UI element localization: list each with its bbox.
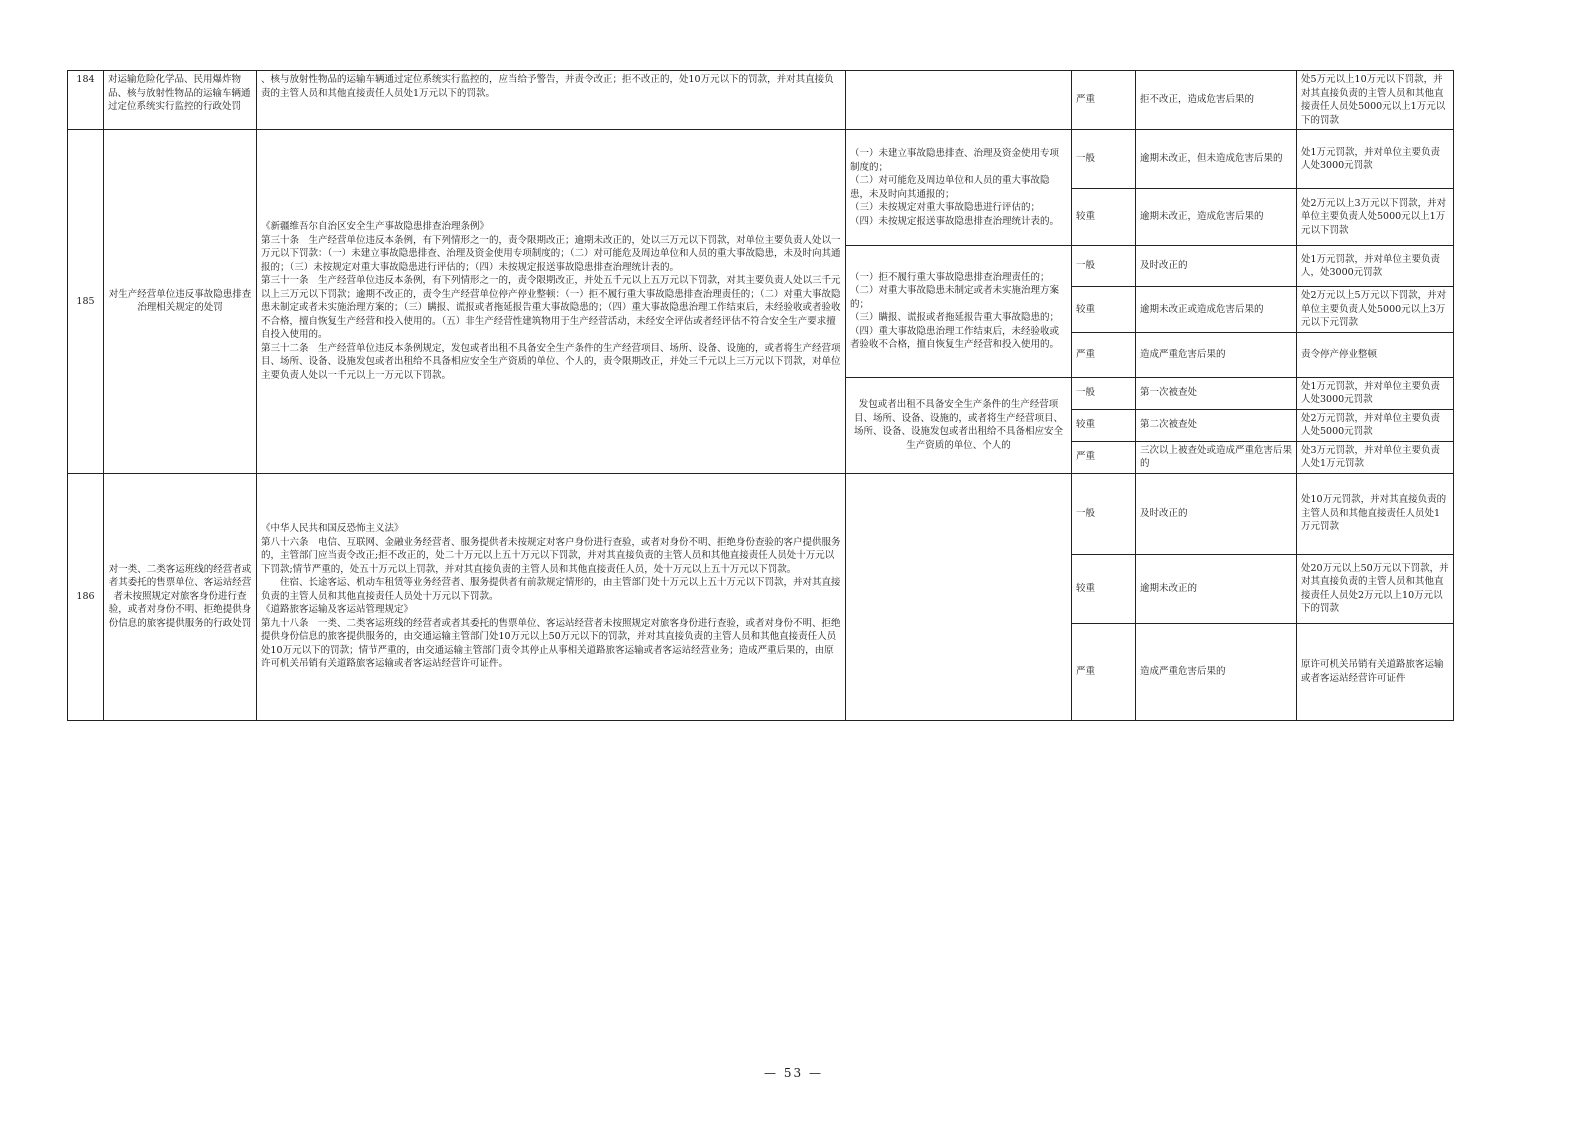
page-number: — 53 — <box>764 1066 823 1080</box>
violation-condition: （一）未建立事故隐患排查、治理及资金使用专项制度的； （二）对可能危及周边单位和人员的重大事故隐患，未及时向其通报的； （三）未按规定对重大事故隐患进行评估的； （四）未按规定报送事故隐患排查治理统计表的。 <box>846 130 1072 246</box>
row-number: 185 <box>68 130 104 474</box>
table-row-185 <box>68 130 1454 189</box>
legal-basis <box>257 473 846 720</box>
severity-level: 一般 <box>1072 377 1136 409</box>
penalty-standard: 原许可机关吊销有关道路旅客运输或者客运站经营许可证件 <box>1297 623 1454 720</box>
law-article: 第八十六条 电信、互联网、金融业务经营者、服务提供者未按规定对客户身份进行查验，或者对身份不明、拒绝身份查验的客户提供服务的，主管部门应当责令改正;拒不改正的，处二十万元以上五十万元以下罚款，并对其直接负责的主管人员和其他直接责任人员处十万元以下罚款;情节严重的，处五十万元以上罚款，并对其直接负责的主管人员和其他直接责任人员，处十万元以上五十万元以下罚款。 <box>261 536 841 575</box>
violation-condition <box>846 473 1072 720</box>
legal-basis <box>257 130 846 474</box>
severity-level: 一般 <box>1072 130 1136 189</box>
circumstance: 第一次被查处 <box>1136 377 1297 409</box>
circumstance: 造成严重危害后果的 <box>1136 623 1297 720</box>
circumstance: 逾期未改正，但未造成危害后果的 <box>1136 130 1297 189</box>
severity-level: 严重 <box>1072 332 1136 377</box>
severity-level: 严重 <box>1072 441 1136 473</box>
violation-condition: （一）拒不履行重大事故隐患排查治理责任的； （二）对重大事故隐患未制定或者未实施治理方案的； （三）瞒报、谎报或者拖延报告重大事故隐患的； （四）重大事故隐患治理工作结束后，未经验收或者验收不合格，擅自恢复生产经营和投入使用的。 <box>846 246 1072 378</box>
severity-level: 较重 <box>1072 287 1136 333</box>
circumstance: 拒不改正，造成危害后果的 <box>1136 71 1297 130</box>
law-article: 第三十二条 生产经营单位违反本条例规定，发包或者出租不具备安全生产条件的生产经营项目、场所、设备、设施的，或者将生产经营项目、场所、设备、设施发包或者出租给不具备相应安全生产资质的单位、个人的，责令限期改正，并处三千元以上三万元以下罚款，对单位主要负责人处以一千元以上一万元以下罚款。 <box>261 342 841 381</box>
severity-level: 较重 <box>1072 189 1136 246</box>
severity-level: 严重 <box>1072 71 1136 130</box>
severity-level: 一般 <box>1072 246 1136 287</box>
severity-level: 一般 <box>1072 473 1136 554</box>
penalty-standard: 处1万元罚款，并对单位主要负责人，处3000元罚款 <box>1297 246 1454 287</box>
penalty-standard: 处2万元以上3万元以下罚款，并对单位主要负责人处5000元以上1万元以下罚款 <box>1297 189 1454 246</box>
circumstance: 三次以上被查处或造成严重危害后果的 <box>1136 441 1297 473</box>
penalty-standard: 处2万元以上5万元以下罚款，并对单位主要负责人处5000元以上3万元以下元罚款 <box>1297 287 1454 333</box>
circumstance: 及时改正的 <box>1136 246 1297 287</box>
law-article: 第三十一条 生产经营单位违反本条例，有下列情形之一的，责令限期改正，并处五千元以上五万元以下罚款，对其主要负责人处以三千元以上三万元以下罚款；逾期不改正的，责令生产经营单位停产停业整顿：（一）拒不履行重大事故隐患排查治理责任的；（二）对重大事故隐患未制定或者未实施治理方案的；（三）瞒报、谎报或者拖延报告重大事故隐患的；（四）重大事故隐患治理工作结束后，未经验收或者验收不合格，擅自恢复生产经营和投入使用的。（五）非生产经营性建筑物用于生产经营活动，未经安全评估或者经评估不符合安全生产要求擅自投入使用的。 <box>261 275 841 341</box>
row-number: 184 <box>68 71 104 130</box>
circumstance: 及时改正的 <box>1136 473 1297 554</box>
violation-condition <box>846 71 1072 130</box>
penalty-standard: 处10万元罚款，并对其直接负责的主管人员和其他直接责任人员处1万元罚款 <box>1297 473 1454 554</box>
severity-level: 较重 <box>1072 409 1136 441</box>
law-title: 《中华人民共和国反恐怖主义法》 <box>261 523 404 535</box>
penalty-standard: 处20万元以上50万元以下罚款，并对其直接负责的主管人员和其他直接责任人员处2万元以上10万元以下的罚款 <box>1297 554 1454 623</box>
penalty-standard: 处3万元罚款，并对单位主要负责人处1万元罚款 <box>1297 441 1454 473</box>
circumstance: 逾期未改正或造成危害后果的 <box>1136 287 1297 333</box>
legal-basis: 、核与放射性物品的运输车辆通过定位系统实行监控的，应当给予警告，并责令改正；拒不改正的，处10万元以下的罚款，并对其直接负责的主管人员和其他直接责任人员处1万元以下的罚款。 <box>257 71 846 130</box>
penalty-standard: 处2万元罚款，并对单位主要负责人处5000元罚款 <box>1297 409 1454 441</box>
circumstance: 造成严重危害后果的 <box>1136 332 1297 377</box>
penalty-standard: 处5万元以上10万元以下罚款，并对其直接负责的主管人员和其他直接责任人员处5000元以上1万元以下的罚款 <box>1297 71 1454 130</box>
law-title: 《道路旅客运输及客运站管理规定》 <box>261 604 414 616</box>
circumstance: 第二次被查处 <box>1136 409 1297 441</box>
penalty-standard: 处1万元罚款，并对单位主要负责人处3000元罚款 <box>1297 130 1454 189</box>
table-row-184 <box>68 71 1454 130</box>
penalty-item: 对运输危险化学品、民用爆炸物品、核与放射性物品的运输车辆通过定位系统实行监控的行政处罚 <box>104 71 257 130</box>
row-number: 186 <box>68 473 104 720</box>
violation-condition: 发包或者出租不具备安全生产条件的生产经营项目、场所、设备、设施的，或者将生产经营项目、场所、设备、设施发包或者出租给不具备相应安全生产资质的单位、个人的 <box>846 377 1072 473</box>
law-article: 住宿、长途客运、机动车租赁等业务经营者、服务提供者有前款规定情形的，由主管部门处十万元以上五十万元以下罚款，并对其直接负责的主管人员和其他直接责任人员处十万元以下罚款。 <box>261 577 841 602</box>
severity-level: 严重 <box>1072 623 1136 720</box>
penalty-standard: 责令停产停业整顿 <box>1297 332 1454 377</box>
severity-level: 较重 <box>1072 554 1136 623</box>
penalty-table <box>67 70 1454 721</box>
law-article: 第三十条 生产经营单位违反本条例，有下列情形之一的，责令限期改正；逾期未改正的，处以三万元以下罚款，对单位主要负责人处以一万元以下罚款：（一）未建立事故隐患排查、治理及资金使用专项制度的；（二）对可能危及周边单位和人员的重大事故隐患，未及时向其通报的；（三）未按规定对重大事故隐患进行评估的；（四）未按规定报送事故隐患排查治理统计表的。 <box>261 234 841 273</box>
law-title: 《新疆维吾尔自治区安全生产事故隐患排查治理条例》 <box>261 221 490 233</box>
circumstance: 逾期未改正的 <box>1136 554 1297 623</box>
penalty-item: 对一类、二类客运班线的经营者或者其委托的售票单位、客运站经营者未按照规定对旅客身份进行查验，或者对身份不明、拒绝提供身份信息的旅客提供服务的行政处罚 <box>104 473 257 720</box>
law-article: 第九十八条 一类、二类客运班线的经营者或者其委托的售票单位、客运站经营者未按照规定对旅客身份进行查验，或者对身份不明、拒绝提供身份信息的旅客提供服务的，由交通运输主管部门处10万元以上50万元以下的罚款，并对其直接负责的主管人员和其他直接责任人员处10万元以下的罚款；情节严重的，由交通运输主管部门责令其停止从事相关道路旅客运输或者客运站经营业务；造成严重后果的，由原许可机关吊销有关道路旅客运输或者客运站经营许可证件。 <box>261 617 841 670</box>
circumstance: 逾期未改正，造成危害后果的 <box>1136 189 1297 246</box>
penalty-item: 对生产经营单位违反事故隐患排查治理相关规定的处罚 <box>104 130 257 474</box>
penalty-standard: 处1万元罚款，并对单位主要负责人处3000元罚款 <box>1297 377 1454 409</box>
table-row-186 <box>68 473 1454 554</box>
